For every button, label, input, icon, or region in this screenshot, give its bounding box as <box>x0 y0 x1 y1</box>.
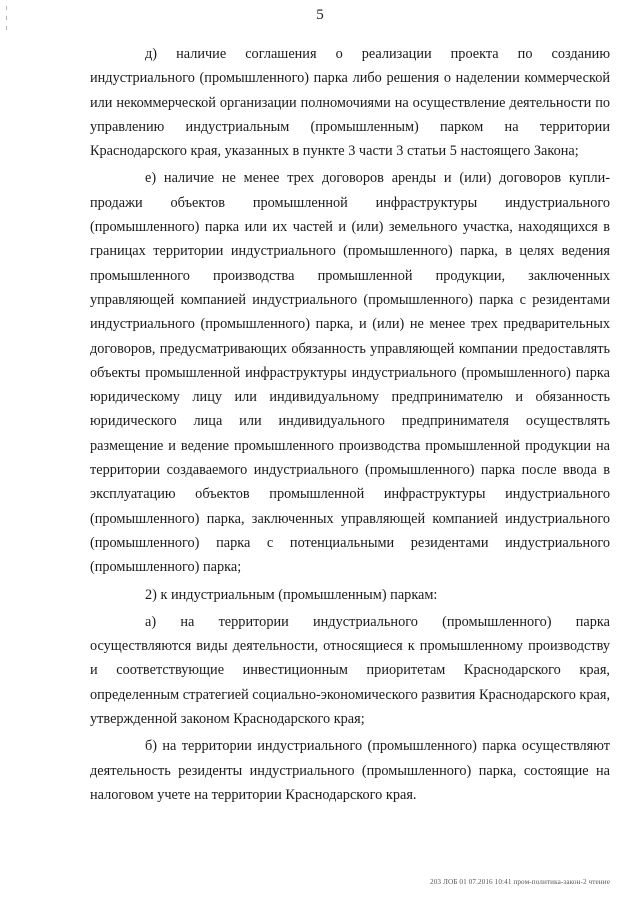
paragraph-b: б) на территории индустриального (промышленного) парка осуществляют деятельность резиденты индустриального (промышленного) парка, состоящие на налоговом учете на территории Краснодарского края. <box>90 738 610 803</box>
paragraph-e: е) наличие не менее трех договоров аренды и (или) договоров купли-продажи объектов промышленной инфраструктуры индустриального (промышленного) парка или их частей и (или) земельного участка, находящихся в границах территории индустриального (промышленного) парка, в целях ведения промышленного производства промышленной продукции, заключенных управляющей компанией индустриального (промышленного) парка с резидентами индустриального (промышленного) парка, и (или) не менее трех предварительных договоров, предусматривающих обязанность управляющей компании предоставлять объекты промышленной инфраструктуры индустриального (промышленного) парка юридическому лицу или индивидуальному предпринимателю и обязанность юридического лица или индивидуального предпринимателя осуществлять размещение и ведение промышленного производства промышленной продукции на территории создаваемого индустриального (промышленного) парка после ввода в эксплуатацию объектов промышленной инфраструктуры индустриального (промышленного) парка, заключенных управляющей компанией индустриального (промышленного) парка с потенциальными резидентами индустриального (промышленного) парка; <box>90 170 610 576</box>
footer-stamp: 203 ЛОБ 01 07.2016 10:41 пром-политика-закон-2 чтение <box>430 878 610 886</box>
document-body <box>90 42 610 807</box>
paragraph-item-2: 2) к индустриальным (промышленным) паркам: <box>145 586 438 603</box>
paragraph-d: д) наличие соглашения о реализации проекта по созданию индустриального (промышленного) парка либо решения о наделении коммерческой или некоммерческой организации полномочиями на осуществление деятельности по управлению индустриальным (промышленным) парком на территории Краснодарского края, указанных в пункте 3 части 3 статьи 5 настоящего Закона; <box>90 46 610 160</box>
paragraph-a: а) на территории индустриального (промышленного) парка осуществляются виды деятельности, относящиеся к промышленному производству и соответствующие инвестиционным приоритетам Краснодарского края, определенным стратегией социально-экономического развития Краснодарского края, утвержденной законом Краснодарского края; <box>90 613 611 728</box>
page-number: 5 <box>316 7 324 23</box>
